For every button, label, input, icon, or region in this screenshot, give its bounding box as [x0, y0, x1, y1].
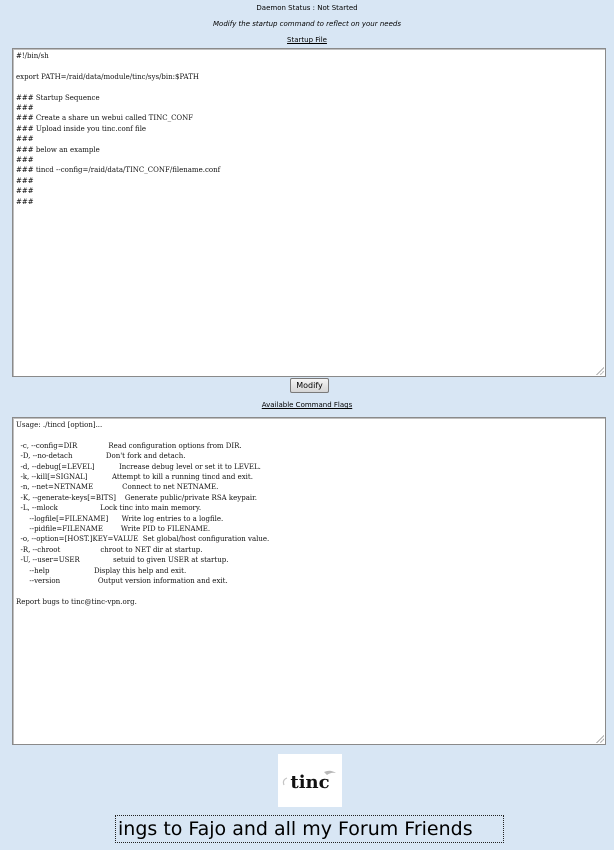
text-line — [16, 430, 602, 440]
startup-file-textarea[interactable] — [12, 48, 606, 377]
text-line — [16, 82, 602, 92]
text-line: -U, --user=USER setuid to given USER at startup. — [16, 556, 229, 565]
text-line — [16, 61, 602, 71]
resize-grip-icon[interactable] — [595, 366, 604, 375]
tinc-logo-icon — [280, 766, 340, 796]
text-line: ### — [16, 176, 34, 185]
marquee-text: ings to Fajo and all my Forum Friends — [118, 818, 473, 840]
text-line: -R, --chroot chroot to NET dir at startup. — [16, 545, 203, 554]
text-line: ### Startup Sequence — [16, 93, 100, 102]
text-line: -k, --kill[=SIGNAL] Attempt to kill a running tincd and exit. — [16, 473, 253, 482]
text-line: --version Output version information and exit. — [16, 577, 228, 586]
text-line: ### — [16, 187, 34, 196]
text-line: ### below an example — [16, 145, 100, 154]
text-line: -d, --debug[=LEVEL] Increase debug level or set it to LEVEL. — [16, 462, 261, 471]
text-line: ### — [16, 104, 34, 113]
text-line: ### Create a share un webui called TINC_CONF — [16, 114, 194, 123]
text-line: --pidfile=FILENAME Write PID to FILENAME. — [16, 525, 211, 534]
text-line: -K, --generate-keys[=BITS] Generate public/private RSA keypair. — [16, 493, 257, 502]
available-command-flags-link[interactable]: Available Command Flags — [261, 401, 353, 409]
tinc-logo-text: tinc — [290, 771, 330, 793]
text-line: Report bugs to tinc@tinc-vpn.org. — [16, 597, 137, 606]
startup-file-link[interactable]: Startup File — [287, 36, 327, 44]
command-flags-content — [16, 420, 602, 607]
text-line: ### — [16, 197, 34, 206]
text-line: -c, --config=DIR Read configuration options from DIR. — [16, 441, 242, 450]
text-line — [16, 587, 602, 597]
text-line: ### tincd --config=/raid/data/TINC_CONF/filename.conf — [16, 166, 221, 175]
text-line: ### Upload inside you tinc.conf file — [16, 124, 147, 133]
text-line: --logfile[=FILENAME] Write log entries to a logfile. — [16, 514, 224, 523]
text-line: ### — [16, 156, 34, 165]
text-line: ### — [16, 135, 34, 144]
command-flags-textarea[interactable] — [12, 417, 606, 745]
text-line: -D, --no-detach Don't fork and detach. — [16, 452, 186, 461]
text-line: #!/bin/sh — [16, 52, 49, 60]
scrolling-marquee — [115, 815, 504, 843]
modify-button[interactable]: Modify — [290, 378, 329, 393]
daemon-status-text: Daemon Status : Not Started — [256, 4, 358, 12]
text-line: export PATH=/raid/data/module/tinc/sys/bin:$PATH — [16, 72, 199, 81]
text-line: --help Display this help and exit. — [16, 566, 187, 575]
text-line: -L, --mlock Lock tinc into main memory. — [16, 504, 202, 513]
text-line: Usage: ./tincd [option]... — [16, 421, 103, 429]
text-line: -n, --net=NETNAME Connect to net NETNAME. — [16, 483, 219, 492]
tinc-logo — [278, 754, 342, 807]
text-line: -o, --option=[HOST.]KEY=VALUE Set global/host configuration value. — [16, 535, 270, 544]
resize-grip-icon[interactable] — [595, 734, 604, 743]
startup-file-content — [16, 51, 602, 207]
instruction-text: Modify the startup command to reflect on your needs — [213, 20, 401, 28]
